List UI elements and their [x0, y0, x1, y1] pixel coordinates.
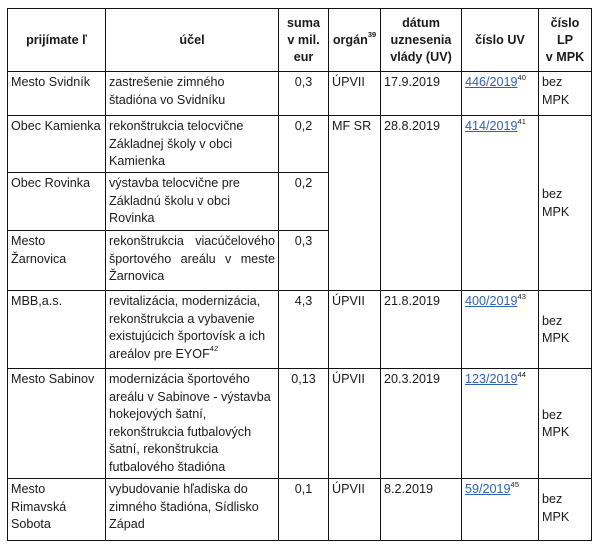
cell-recipient: Mesto Sabinov	[8, 369, 106, 479]
cell-purpose: revitalizácia, modernizácia, rekonštrukcia a vybavenie existujúcich športovísk a ich areálov pre EYOF$^{42}$	[106, 291, 279, 369]
table-row	[8, 116, 592, 173]
uv-link[interactable]: 446/2019	[465, 75, 518, 89]
table-row	[8, 479, 592, 541]
footnote-ref: 39	[367, 30, 377, 40]
table-row	[8, 72, 592, 116]
cell-amount: 0,2	[279, 116, 329, 173]
uv-link[interactable]: 123/2019	[465, 372, 518, 386]
cell-uv-number	[462, 291, 539, 369]
cell-purpose: rekonštrukcia telocvične Základnej školy v obci Kamienka	[106, 116, 279, 173]
header-purpose: účel	[106, 9, 279, 72]
cell-uv-number	[462, 116, 539, 291]
footnote-ref: 44	[517, 369, 526, 379]
cell-recipient: Mesto Svidník	[8, 72, 106, 116]
cell-authority: MF SR	[329, 116, 381, 291]
cell-purpose: rekonštrukcia viacúčelového športového areálu v meste Žarnovica	[106, 231, 279, 291]
footnote-ref: 42	[209, 344, 219, 354]
cell-authority: ÚPVII	[329, 72, 381, 116]
uv-link[interactable]: 414/2019	[465, 119, 518, 133]
cell-date: 17.9.2019	[381, 72, 462, 116]
cell-amount: 0,1	[279, 479, 329, 541]
header-date: dátum uznesenia vlády (UV)	[381, 9, 462, 72]
cell-amount: 0,3	[279, 231, 329, 291]
cell-purpose: modernizácia športového areálu v Sabinove - výstavba hokejových šatní, rekonštrukcia futbalových šatní, rekonštrukcia futbalového štadióna	[106, 369, 279, 479]
cell-date: 28.8.2019	[381, 116, 462, 291]
header-lp-number: číslo LP v MPK	[539, 9, 592, 72]
cell-recipient: MBB,a.s.	[8, 291, 106, 369]
cell-amount: 0,13	[279, 369, 329, 479]
cell-purpose: zastrešenie zimného štadióna vo Svidníku	[106, 72, 279, 116]
cell-lp: bez MPK	[539, 479, 592, 541]
table-row	[8, 291, 592, 369]
cell-date: 20.3.2019	[381, 369, 462, 479]
cell-purpose: vybudovanie hľadiska do zimného štadióna, Sídlisko Západ	[106, 479, 279, 541]
footnote-ref: 41	[517, 116, 526, 126]
cell-uv-number	[462, 369, 539, 479]
header-recipient: prijímate ľ	[8, 9, 106, 72]
cell-uv-number	[462, 72, 539, 116]
table-row	[8, 369, 592, 479]
footnote-ref: 43	[517, 291, 526, 301]
cell-lp: bez MPK	[539, 369, 592, 479]
cell-authority: ÚPVII	[329, 291, 381, 369]
uv-link[interactable]: 59/2019	[465, 482, 511, 496]
header-authority: orgán$^{39}$	[329, 9, 381, 72]
cell-lp: bez MPK	[539, 72, 592, 116]
cell-uv-number	[462, 479, 539, 541]
cell-amount: 0,3	[279, 72, 329, 116]
header-row	[8, 9, 592, 72]
cell-date: 21.8.2019	[381, 291, 462, 369]
cell-lp: bez MPK	[539, 291, 592, 369]
cell-purpose: výstavba telocvične pre Základnú školu v obci Rovinka	[106, 173, 279, 231]
cell-amount: 4,3	[279, 291, 329, 369]
footnote-ref: 40	[517, 72, 526, 82]
cell-authority: ÚPVII	[329, 479, 381, 541]
cell-date: 8.2.2019	[381, 479, 462, 541]
header-uv-number: číslo UV	[462, 9, 539, 72]
funding-table	[7, 8, 592, 541]
cell-recipient: Mesto Rimavská Sobota	[8, 479, 106, 541]
cell-recipient: Obec Rovinka	[8, 173, 106, 231]
cell-amount: 0,2	[279, 173, 329, 231]
uv-link[interactable]: 400/2019	[465, 294, 518, 308]
cell-recipient: Obec Kamienka	[8, 116, 106, 173]
header-amount: suma v mil. eur	[279, 9, 329, 72]
cell-authority: ÚPVII	[329, 369, 381, 479]
cell-recipient: Mesto Žarnovica	[8, 231, 106, 291]
cell-lp: bez MPK	[539, 116, 592, 291]
footnote-ref: 45	[510, 479, 519, 489]
